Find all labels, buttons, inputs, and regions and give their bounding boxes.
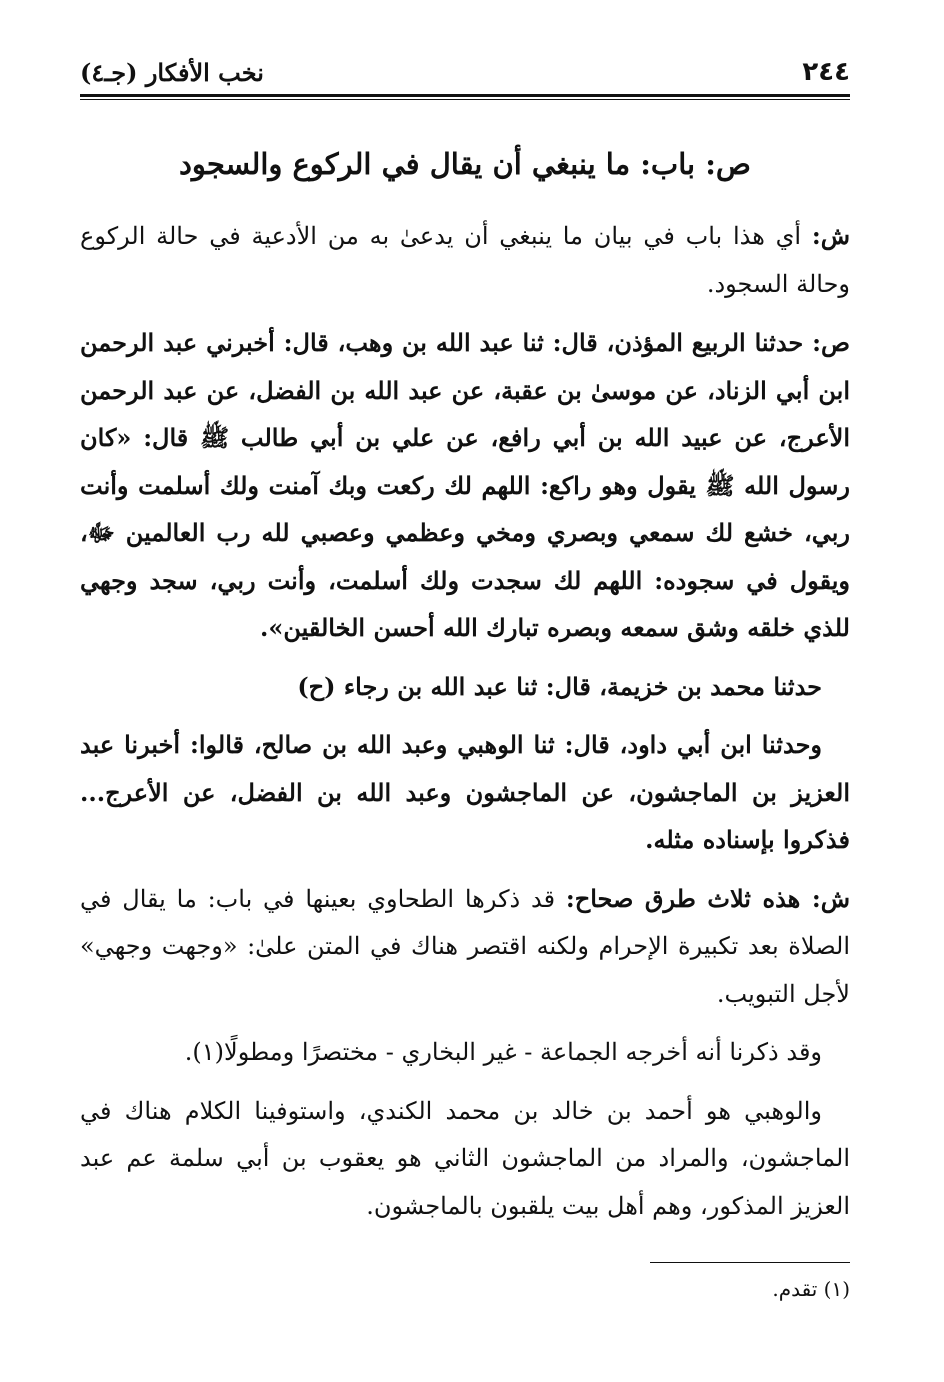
paragraph-commentary-3 [80, 1029, 850, 1077]
paragraph-isnad-2 [80, 721, 850, 864]
paragraph-commentary-2 [80, 875, 850, 1019]
paragraph-label: هذه ثلاث طرق صحاح: [565, 883, 812, 913]
paragraph-commentary-4 [80, 1088, 850, 1231]
paragraph-commentary-1 [80, 212, 850, 308]
paragraph-text: قد ذكرها الطحاوي بعينها في باب: ما يقال في الصلاة بعد تكبيرة الإحرام ولكنه اقتصر هناك في المتن علىٰ: «وجهت وجهي» لأجل التبويب. [80, 884, 850, 1008]
paragraph-isnad-1 [80, 663, 850, 711]
footnote: (١) تقدم. [772, 1277, 850, 1301]
document-page [80, 0, 850, 1382]
paragraph-marker: ش: [811, 221, 850, 250]
paragraph-marker: ص: [812, 328, 850, 357]
page-number: ٢٤٤ [802, 57, 850, 87]
paragraph-text: وحدثنا ابن أبي داود، قال: ثنا الوهبي وعبد الله بن صالح، قالوا: أخبرنا عبد العزيز بن الماجشون، عن الماجشون وعبد الله بن الفضل، عن الأعرج... فذكروا بإسناده مثله. [80, 730, 850, 854]
book-title: نخب الأفكار (جـ٤) [80, 57, 264, 87]
footnote-rule [650, 1262, 850, 1263]
running-header [80, 52, 850, 92]
header-rule [80, 94, 850, 100]
body-text [80, 212, 850, 1241]
paragraph-marker: ش: [811, 883, 850, 913]
paragraph-text: والوهبي هو أحمد بن خالد بن محمد الكندي، واستوفينا الكلام هناك في الماجشون، والمراد من الماجشون الثاني هو يعقوب بن أبي سلمة عم عبد العزيز المذكور، وهم أهل بيت يلقبون بالماجشون. [80, 1096, 850, 1220]
paragraph-text: وقد ذكرنا أنه أخرجه الجماعة - غير البخاري - مختصرًا ومطولًا(١). [184, 1038, 822, 1066]
paragraph-hadith-text [80, 319, 850, 652]
paragraph-text: حدثنا الربيع المؤذن، قال: ثنا عبد الله بن وهب، قال: أخبرني عبد الرحمن ابن أبي الزناد، عن موسىٰ بن عقبة، عن عبد الله بن الفضل، عن عبد الرحمن الأعرج، عن عبيد الله بن أبي رافع، عن علي بن أبي طالب ﷺ قال: «كان رسول الله ﷺ يقول وهو راكع: اللهم لك ركعت وبك آمنت ولك أسلمت وأنت ربي، خشع لك سمعي وبصري ومخي وعظمي وعصبي لله رب العالمين ﷻ، ويقول في سجوده: اللهم لك سجدت ولك أسلمت، وأنت ربي، سجد وجهي للذي خلقه وشق سمعه وبصره تبارك الله أحسن الخالقين». [80, 328, 851, 642]
chapter-title: ص: باب: ما ينبغي أن يقال في الركوع والسجود [179, 147, 751, 181]
paragraph-text: أي هذا باب في بيان ما ينبغي أن يدعىٰ به من الأدعية في حالة الركوع وحالة السجود. [80, 222, 850, 298]
paragraph-text: حدثنا محمد بن خزيمة، قال: ثنا عبد الله بن رجاء (ح) [297, 671, 822, 701]
